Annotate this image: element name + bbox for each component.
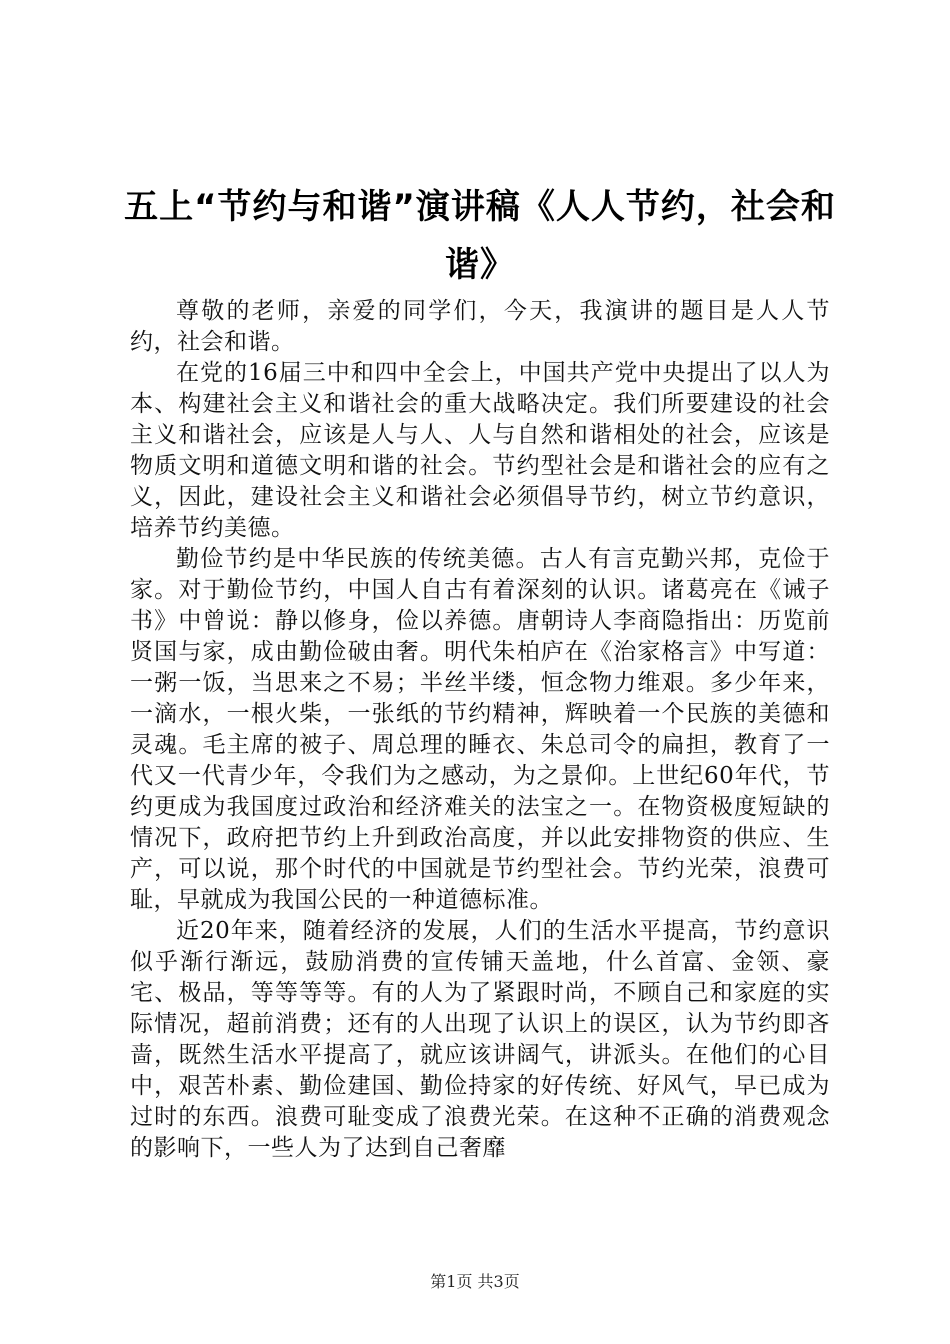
page-footer — [0, 1272, 950, 1292]
document-title: 五上“节约与和谐”演讲稿《人人节约，社会和谐》 — [124, 187, 836, 285]
page-total: 共3页 — [477, 1272, 520, 1291]
paragraph-greeting: 尊敬的老师，亲爱的同学们，今天，我演讲的题目是人人节约，社会和谐。 — [130, 298, 830, 355]
page-number: 第1页 — [430, 1272, 473, 1291]
paragraph-tradition: 勤俭节约是中华民族的传统美德。古人有言克勤兴邦，克俭于家。对于勤俭节约，中国人自古有着深刻的认识。诸葛亮在《诫子书》中曾说：静以修身，俭以养德。唐朝诗人李商隐指出：历览前贤国与家，成由勤俭破由奢。明代朱柏庐在《治家格言》中写道：一粥一饭，当思来之不易；半丝半缕，恒念物力维艰。多少年来，一滴水，一根火柴，一张纸的节约精神，辉映着一个民族的美德和灵魂。毛主席的被子、周总理的睡衣、朱总司令的扁担，教育了一代又一代青少年，令我们为之感动，为之景仰。上世纪60年代，节约更成为我国度过政治和经济难关的法宝之一。在物资极度短缺的情况下，政府把节约上升到政治高度，并以此安排物资的供应、生产，可以说，那个时代的中国就是节约型社会。节约光荣，浪费可耻，早就成为我国公民的一种道德标准。 — [130, 546, 830, 913]
document-body — [130, 296, 830, 1164]
paragraph-harmony: 在党的16届三中和四中全会上，中国共产党中央提出了以人为本、构建社会主义和谐社会的重大战略决定。我们所要建设的社会主义和谐社会，应该是人与人、人与自然和谐相处的社会，应该是物质文明和道德文明和谐的社会。节约型社会是和谐社会的应有之义，因此，建设社会主义和谐社会必须倡导节约，树立节约意识，培养节约美德。 — [130, 360, 830, 541]
paragraph-modern: 近20年来，随着经济的发展，人们的生活水平提高，节约意识似乎渐行渐远，鼓励消费的宣传铺天盖地，什么首富、金领、豪宅、极品，等等等等。有的人为了紧跟时尚，不顾自己和家庭的实际情况，超前消费；还有的人出现了认识上的误区，认为节约即吝啬，既然生活水平提高了，就应该讲阔气，讲派头。在他们的心目中，艰苦朴素、勤俭建国、勤俭持家的好传统、好风气，早已成为过时的东西。浪费可耻变成了浪费光荣。在这种不正确的消费观念的影响下，一些人为了达到自己奢靡 — [130, 918, 830, 1161]
